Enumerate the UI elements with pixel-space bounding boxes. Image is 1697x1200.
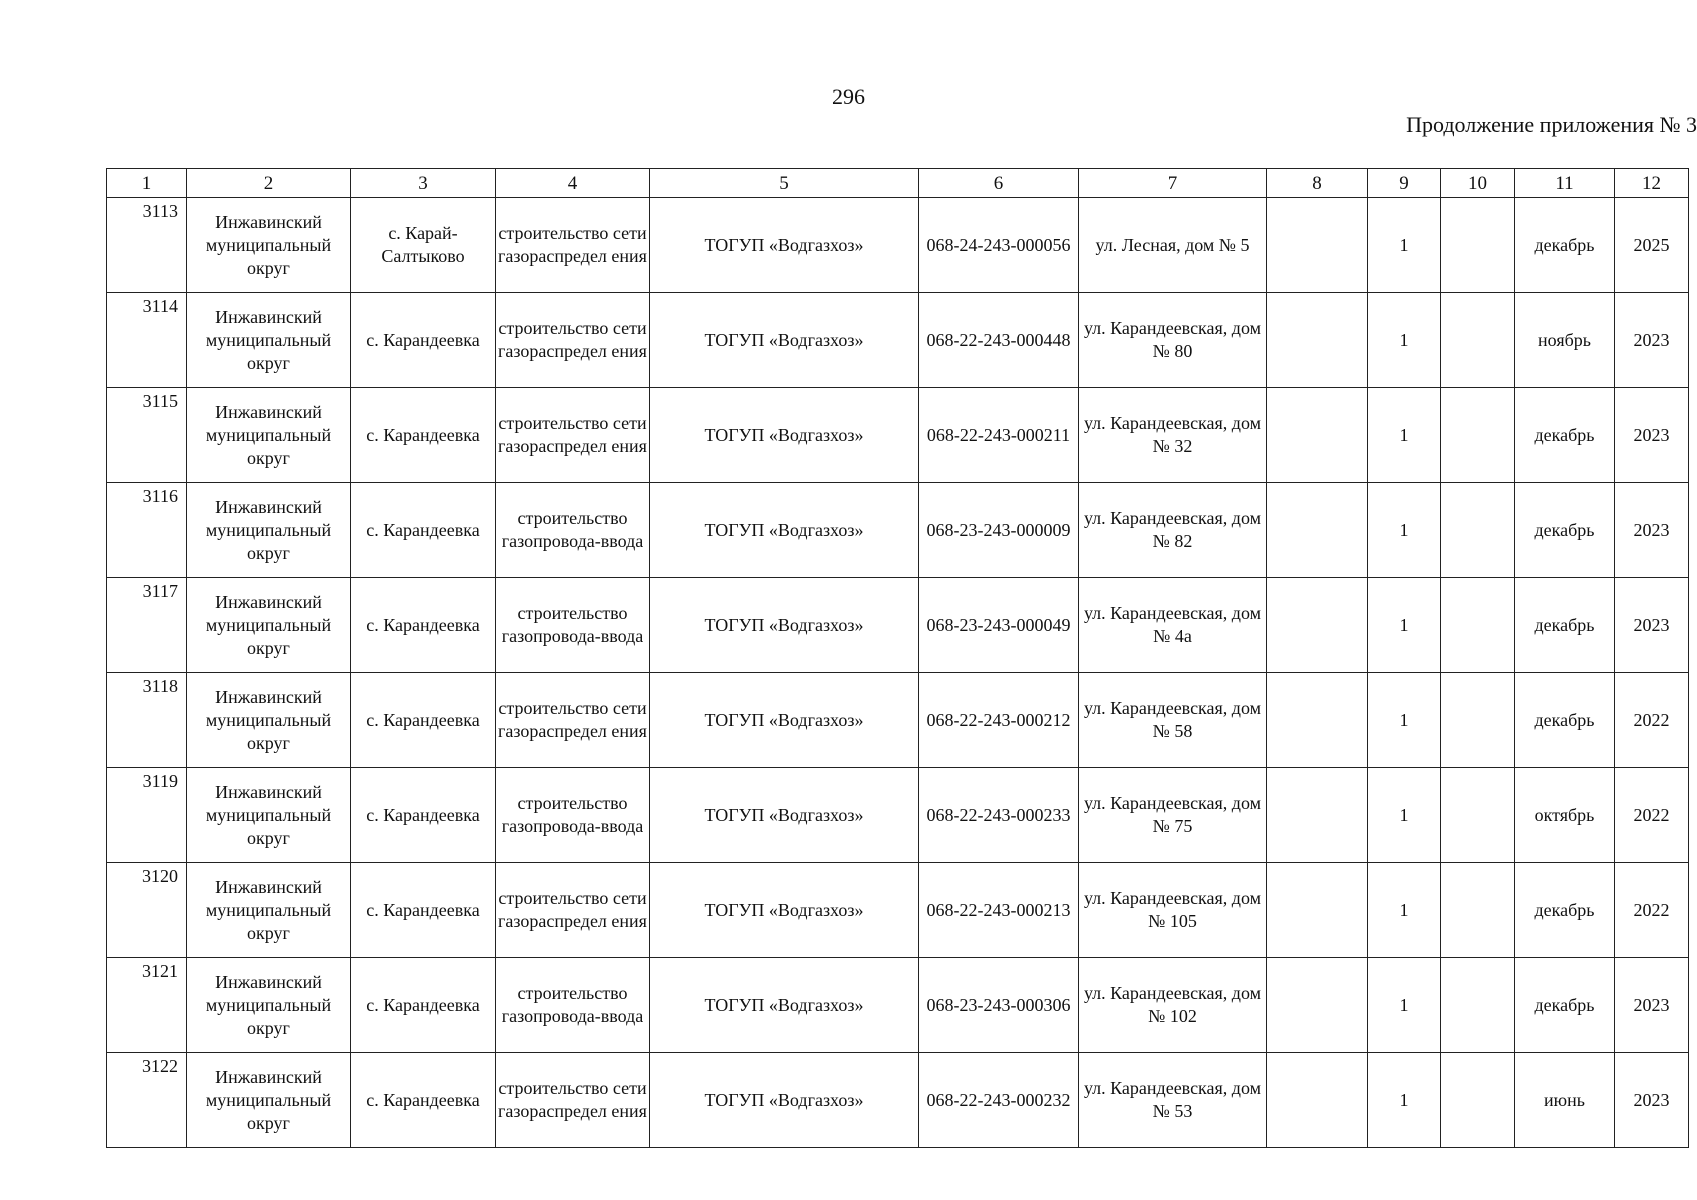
year-cell: 2023 [1615, 293, 1689, 388]
work-type-cell: строительство сети газораспредел ения [496, 863, 650, 958]
table-row [107, 673, 1689, 768]
row-number: 3116 [107, 483, 187, 578]
column-10-cell [1441, 578, 1515, 673]
row-number: 3113 [107, 198, 187, 293]
organization-cell: ТОГУП «Водгазхоз» [650, 673, 919, 768]
address-cell: ул. Карандеевская, дом № 102 [1079, 958, 1267, 1053]
object-code-cell: 068-22-243-000448 [919, 293, 1079, 388]
row-number: 3115 [107, 388, 187, 483]
table-row [107, 1053, 1689, 1148]
column-header-1: 1 [107, 169, 187, 198]
year-cell: 2022 [1615, 768, 1689, 863]
column-header-4: 4 [496, 169, 650, 198]
work-type-cell: строительство сети газораспредел ения [496, 293, 650, 388]
column-10-cell [1441, 768, 1515, 863]
locality-cell: с. Карандеевка [351, 958, 496, 1053]
address-cell: ул. Лесная, дом № 5 [1079, 198, 1267, 293]
organization-cell: ТОГУП «Водгазхоз» [650, 578, 919, 673]
column-header-8: 8 [1267, 169, 1368, 198]
column-8-cell [1267, 578, 1368, 673]
district-cell: Инжавинский муниципальный округ [187, 1053, 351, 1148]
column-header-10: 10 [1441, 169, 1515, 198]
quantity-cell: 1 [1368, 768, 1441, 863]
address-cell: ул. Карандеевская, дом № 82 [1079, 483, 1267, 578]
month-cell: июнь [1515, 1053, 1615, 1148]
table-row [107, 958, 1689, 1053]
quantity-cell: 1 [1368, 198, 1441, 293]
row-number: 3117 [107, 578, 187, 673]
column-8-cell [1267, 768, 1368, 863]
table-row [107, 863, 1689, 958]
address-cell: ул. Карандеевская, дом № 4а [1079, 578, 1267, 673]
district-cell: Инжавинский муниципальный округ [187, 578, 351, 673]
month-cell: декабрь [1515, 863, 1615, 958]
address-cell: ул. Карандеевская, дом № 80 [1079, 293, 1267, 388]
locality-cell: с. Карай-Салтыково [351, 198, 496, 293]
district-cell: Инжавинский муниципальный округ [187, 673, 351, 768]
district-cell: Инжавинский муниципальный округ [187, 388, 351, 483]
column-10-cell [1441, 388, 1515, 483]
organization-cell: ТОГУП «Водгазхоз» [650, 768, 919, 863]
month-cell: декабрь [1515, 578, 1615, 673]
table-row [107, 198, 1689, 293]
locality-cell: с. Карандеевка [351, 863, 496, 958]
table-row [107, 768, 1689, 863]
locality-cell: с. Карандеевка [351, 1053, 496, 1148]
column-8-cell [1267, 863, 1368, 958]
column-8-cell [1267, 1053, 1368, 1148]
year-cell: 2023 [1615, 578, 1689, 673]
object-code-cell: 068-23-243-000009 [919, 483, 1079, 578]
column-header-9: 9 [1368, 169, 1441, 198]
year-cell: 2023 [1615, 388, 1689, 483]
column-10-cell [1441, 483, 1515, 578]
year-cell: 2023 [1615, 483, 1689, 578]
locality-cell: с. Карандеевка [351, 388, 496, 483]
address-cell: ул. Карандеевская, дом № 58 [1079, 673, 1267, 768]
object-code-cell: 068-23-243-000049 [919, 578, 1079, 673]
column-header-2: 2 [187, 169, 351, 198]
page-number: 296 [832, 84, 865, 109]
column-header-12: 12 [1615, 169, 1689, 198]
quantity-cell: 1 [1368, 483, 1441, 578]
year-cell: 2023 [1615, 958, 1689, 1053]
month-cell: декабрь [1515, 483, 1615, 578]
locality-cell: с. Карандеевка [351, 293, 496, 388]
register-table [106, 168, 1689, 1148]
table-row [107, 293, 1689, 388]
row-number: 3118 [107, 673, 187, 768]
column-header-5: 5 [650, 169, 919, 198]
work-type-cell: строительство сети газораспредел ения [496, 388, 650, 483]
address-cell: ул. Карандеевская, дом № 75 [1079, 768, 1267, 863]
column-8-cell [1267, 388, 1368, 483]
header-row [107, 169, 1689, 198]
month-cell: октябрь [1515, 768, 1615, 863]
table-row [107, 578, 1689, 673]
locality-cell: с. Карандеевка [351, 768, 496, 863]
column-8-cell [1267, 293, 1368, 388]
table-body [107, 198, 1689, 1148]
column-header-6: 6 [919, 169, 1079, 198]
year-cell: 2025 [1615, 198, 1689, 293]
quantity-cell: 1 [1368, 578, 1441, 673]
month-cell: ноябрь [1515, 293, 1615, 388]
object-code-cell: 068-22-243-000232 [919, 1053, 1079, 1148]
quantity-cell: 1 [1368, 673, 1441, 768]
column-10-cell [1441, 673, 1515, 768]
row-number: 3120 [107, 863, 187, 958]
organization-cell: ТОГУП «Водгазхоз» [650, 198, 919, 293]
column-8-cell [1267, 198, 1368, 293]
column-8-cell [1267, 483, 1368, 578]
quantity-cell: 1 [1368, 863, 1441, 958]
work-type-cell: строительство газопровода-ввода [496, 578, 650, 673]
object-code-cell: 068-22-243-000211 [919, 388, 1079, 483]
organization-cell: ТОГУП «Водгазхоз» [650, 1053, 919, 1148]
district-cell: Инжавинский муниципальный округ [187, 198, 351, 293]
locality-cell: с. Карандеевка [351, 483, 496, 578]
work-type-cell: строительство газопровода-ввода [496, 958, 650, 1053]
work-type-cell: строительство сети газораспредел ения [496, 1053, 650, 1148]
column-header-11: 11 [1515, 169, 1615, 198]
organization-cell: ТОГУП «Водгазхоз» [650, 863, 919, 958]
column-10-cell [1441, 958, 1515, 1053]
address-cell: ул. Карандеевская, дом № 32 [1079, 388, 1267, 483]
work-type-cell: строительство газопровода-ввода [496, 483, 650, 578]
district-cell: Инжавинский муниципальный округ [187, 863, 351, 958]
district-cell: Инжавинский муниципальный округ [187, 958, 351, 1053]
quantity-cell: 1 [1368, 958, 1441, 1053]
object-code-cell: 068-23-243-000306 [919, 958, 1079, 1053]
column-10-cell [1441, 198, 1515, 293]
locality-cell: с. Карандеевка [351, 673, 496, 768]
district-cell: Инжавинский муниципальный округ [187, 293, 351, 388]
object-code-cell: 068-24-243-000056 [919, 198, 1079, 293]
column-header-7: 7 [1079, 169, 1267, 198]
row-number: 3114 [107, 293, 187, 388]
year-cell: 2022 [1615, 673, 1689, 768]
table-row [107, 388, 1689, 483]
month-cell: декабрь [1515, 198, 1615, 293]
table-row [107, 483, 1689, 578]
year-cell: 2022 [1615, 863, 1689, 958]
column-8-cell [1267, 958, 1368, 1053]
column-8-cell [1267, 673, 1368, 768]
quantity-cell: 1 [1368, 293, 1441, 388]
work-type-cell: строительство сети газораспредел ения [496, 198, 650, 293]
column-header-3: 3 [351, 169, 496, 198]
organization-cell: ТОГУП «Водгазхоз» [650, 388, 919, 483]
work-type-cell: строительство газопровода-ввода [496, 768, 650, 863]
year-cell: 2023 [1615, 1053, 1689, 1148]
organization-cell: ТОГУП «Водгазхоз» [650, 483, 919, 578]
locality-cell: с. Карандеевка [351, 578, 496, 673]
column-10-cell [1441, 863, 1515, 958]
object-code-cell: 068-22-243-000213 [919, 863, 1079, 958]
work-type-cell: строительство сети газораспредел ения [496, 673, 650, 768]
address-cell: ул. Карандеевская, дом № 53 [1079, 1053, 1267, 1148]
row-number: 3121 [107, 958, 187, 1053]
address-cell: ул. Карандеевская, дом № 105 [1079, 863, 1267, 958]
organization-cell: ТОГУП «Водгазхоз» [650, 293, 919, 388]
district-cell: Инжавинский муниципальный округ [187, 768, 351, 863]
quantity-cell: 1 [1368, 388, 1441, 483]
column-10-cell [1441, 1053, 1515, 1148]
column-10-cell [1441, 293, 1515, 388]
quantity-cell: 1 [1368, 1053, 1441, 1148]
row-number: 3122 [107, 1053, 187, 1148]
row-number: 3119 [107, 768, 187, 863]
organization-cell: ТОГУП «Водгазхоз» [650, 958, 919, 1053]
month-cell: декабрь [1515, 388, 1615, 483]
object-code-cell: 068-22-243-000212 [919, 673, 1079, 768]
month-cell: декабрь [1515, 673, 1615, 768]
district-cell: Инжавинский муниципальный округ [187, 483, 351, 578]
appendix-caption: Продолжение приложения № 3 [1406, 112, 1697, 137]
month-cell: декабрь [1515, 958, 1615, 1053]
object-code-cell: 068-22-243-000233 [919, 768, 1079, 863]
